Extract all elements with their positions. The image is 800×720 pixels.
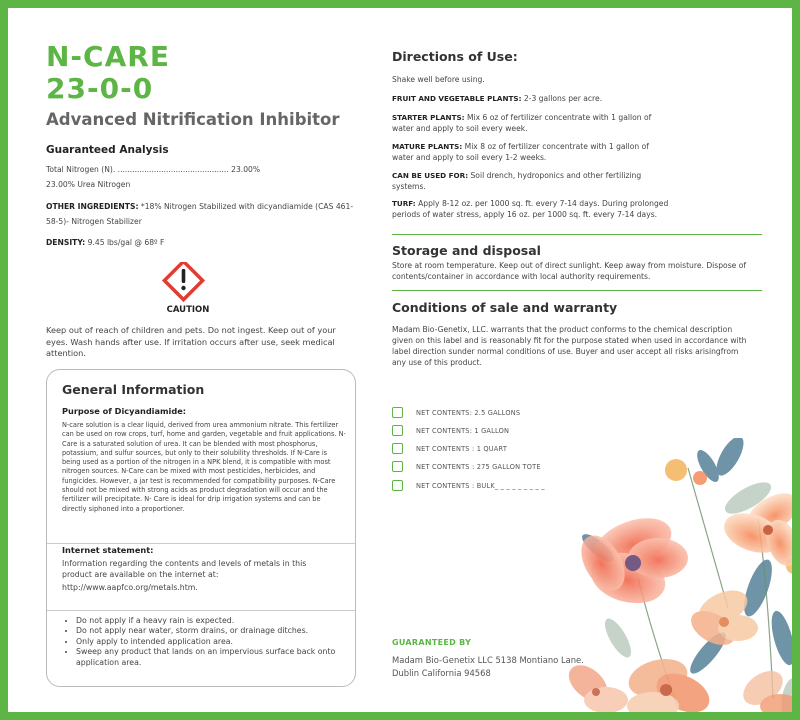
application-bullets xyxy=(62,616,361,668)
section-divider xyxy=(392,290,762,291)
watercolor-flowers-illustration xyxy=(558,438,800,720)
net-contents-label: NET CONTENTS: 2.5 GALLONS xyxy=(416,409,521,417)
starter-text: Mix 6 oz of fertilizer concentrate with 1 gallon of water and apply to soil every week. xyxy=(392,113,652,133)
urea-nitrogen-line: 23.00% Urea Nitrogen xyxy=(46,180,131,189)
checkbox[interactable] xyxy=(392,425,403,436)
bullet-item: • Do not apply if a heavy rain is expected. xyxy=(76,616,361,626)
purpose-title: Purpose of Dicyandiamide: xyxy=(62,406,187,416)
fruit-label: FRUIT AND VEGETABLE PLANTS: xyxy=(392,94,522,103)
fruit-text: 2-3 gallons per acre. xyxy=(521,94,603,103)
directions-title: Directions of Use: xyxy=(392,49,518,64)
mature-label: MATURE PLANTS: xyxy=(392,142,463,151)
bullet-item: • Only apply to intended application area. xyxy=(76,637,361,647)
product-subtitle: Advanced Nitrification Inhibitor xyxy=(46,110,340,129)
total-nitrogen-line: Total Nitrogen (N). .............................................. 23.00% xyxy=(46,165,261,174)
storage-title: Storage and disposal xyxy=(392,243,541,258)
section-divider xyxy=(392,234,762,235)
density-text: 9.45 lbs/gal @ 68º F xyxy=(85,238,165,247)
guaranteed-by-title: GUARANTEED BY xyxy=(392,638,472,647)
net-contents-label: NET CONTENTS: 1 GALLON xyxy=(416,427,510,435)
divider xyxy=(47,610,355,611)
canuse-label: CAN BE USED FOR: xyxy=(392,171,469,180)
fruit-vegetable-directions xyxy=(392,93,752,104)
density-label: DENSITY: xyxy=(46,238,86,247)
storage-text: Store at room temperature. Keep out of direct sunlight. Keep away from moisture. Dispose of contents/container in accordance with local authority requirements. xyxy=(392,261,747,281)
turf-directions xyxy=(392,198,682,220)
internet-statement-text: Information regarding the contents and levels of metals in this product are available on the internet at: xyxy=(62,559,307,579)
mature-directions xyxy=(392,141,662,163)
guaranteed-analysis-title: Guaranteed Analysis xyxy=(46,144,169,156)
general-information-title: General Information xyxy=(62,382,205,397)
metals-link[interactable]: http://www.aapfco.org/metals.htm. xyxy=(62,583,198,592)
other-ingredients xyxy=(46,199,356,229)
density xyxy=(46,237,164,248)
guaranteed-by-address: Madam Bio-Genetix LLC 5138 Montiano Lane. Dublin California 94568 xyxy=(392,655,584,678)
checkbox[interactable] xyxy=(392,443,403,454)
bullet-item: • Sweep any product that lands on an impervious surface back onto application area. xyxy=(76,647,361,668)
divider xyxy=(47,543,355,544)
starter-label: STARTER PLANTS: xyxy=(392,113,465,122)
turf-text: Apply 8-12 oz. per 1000 sq. ft. every 7-14 days. During prolonged periods of water stress, apply 16 oz. per 1000 sq. ft. every 7-14 days. xyxy=(392,199,669,219)
bullet-item: • Do not apply near water, storm drains, or drainage ditches. xyxy=(76,626,361,636)
product-name: N-CARE xyxy=(46,40,170,73)
general-information-panel xyxy=(46,369,356,687)
purpose-text: N-care solution is a clear liquid, derived from urea ammonium nitrate. This fertilizer can be used on row crops, turf, home and garden, vegetable and fruit applications. N-Care is a saturated solution of urea. It can be blended with most phosphorus, potassium, and sulfur sources, but only to their solubility thresholds. If N-Care is being used as a portion of the nitrogen in a NPK blend, it is compatible with most nitrogen sources. N-Care can be mixed with most pesticides, herbicides, and fungicides. However, a jar test is recommended for compatibility purposes. N-Care should not be mixed with strong acids as product degradation will occur and the fertilizer will precipitate. N- Care is ideal for drip irrigation systems and can be directly siphoned into a proportioner. xyxy=(62,421,346,513)
shake-text: Shake well before using. xyxy=(392,75,485,84)
canuse-text: Soil drench, hydroponics and other fertilizing systems. xyxy=(392,171,642,191)
net-contents-label: NET CONTENTS : 275 GALLON TOTE xyxy=(416,463,541,471)
can-be-used-for xyxy=(392,170,662,192)
caution-warning-text: Keep out of reach of children and pets. Do not ingest. Keep out of your eyes. Wash hands after use. If irritation occurs after use, seek medical attention. xyxy=(46,325,336,358)
other-ingredients-text: *18% Nitrogen Stabilized with dicyandiamide (CAS 461-58-5)- Nitrogen Stabilizer xyxy=(46,202,354,226)
product-grade: 23-0-0 xyxy=(46,72,154,105)
checkbox[interactable] xyxy=(392,407,403,418)
starter-directions xyxy=(392,112,662,134)
mature-text: Mix 8 oz of fertilizer concentrate with 1 gallon of water and apply to soil every 1-2 weeks. xyxy=(392,142,649,162)
internet-statement-title: Internet statement: xyxy=(62,545,154,555)
other-ingredients-label: OTHER INGREDIENTS: xyxy=(46,202,139,211)
net-contents-label: NET CONTENTS : 1 QUART xyxy=(416,445,508,453)
warranty-text: Madam Bio-Genetix, LLC. warrants that the product conforms to the chemical description given on this label and is reasonably fit for the purpose stated when used in accordance with label direction sunder normal conditions of use. Buyer and user accept all risks arisingfrom any use of this product. xyxy=(392,325,747,367)
turf-label: TURF: xyxy=(392,199,416,208)
checkbox[interactable] xyxy=(392,480,403,491)
warranty-title: Conditions of sale and warranty xyxy=(392,300,618,315)
checkbox[interactable] xyxy=(392,461,403,472)
net-contents-label: NET CONTENTS : BULK_ _ _ _ _ _ _ _ _ xyxy=(416,482,545,490)
caution-label: CAUTION xyxy=(166,305,210,315)
